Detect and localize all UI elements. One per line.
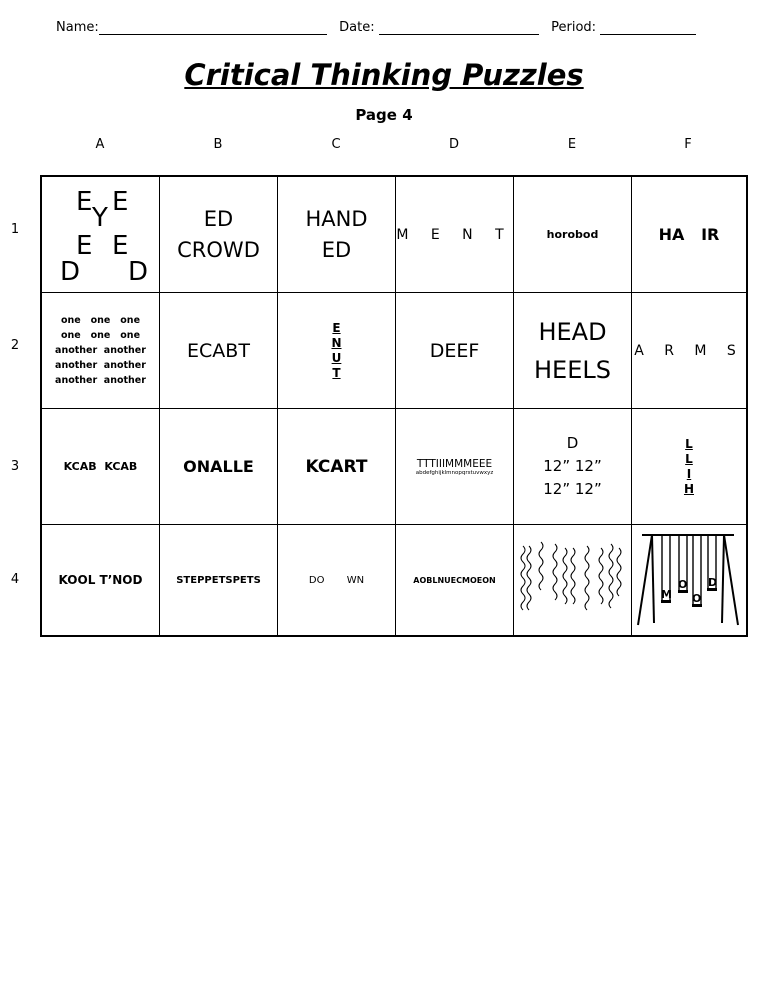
name-blank[interactable]: [99, 22, 327, 35]
page-title: Critical Thinking Puzzles: [184, 58, 584, 92]
puzzle-cell-c3: KCART: [278, 409, 396, 525]
puzzle-cell-a1: [42, 177, 160, 293]
row-label-1: 1: [10, 222, 20, 237]
puzzle-letter: I: [686, 466, 692, 481]
puzzle-text-line: HAND: [305, 206, 368, 231]
puzzle-cell-c1: [278, 177, 396, 293]
row-label-4: 4: [10, 572, 20, 587]
puzzle-cell-a2: [42, 293, 160, 409]
puzzle-text-line: D: [566, 434, 579, 452]
puzzle-cell-d3: [396, 409, 514, 525]
vertical-word: [684, 437, 694, 497]
puzzle-cell-c4: DO WN: [278, 525, 396, 635]
row-label-3: 3: [10, 459, 20, 474]
period-label: Period:: [551, 20, 597, 35]
puzzle-text-line: 12” 12”: [543, 480, 602, 498]
puzzle-letter: U: [331, 350, 342, 365]
column-label-b: B: [213, 137, 223, 152]
column-label-d: D: [448, 137, 459, 152]
puzzle-letter: L: [685, 451, 693, 466]
puzzle-text-line: ED: [321, 237, 352, 262]
date-label: Date:: [339, 20, 375, 35]
puzzle-cell-f2: A R M S: [632, 293, 746, 409]
puzzle-letter: N: [331, 335, 342, 350]
puzzle-cell-a3: KCAB KCAB: [42, 409, 160, 525]
wavy-lines-icon: [515, 540, 631, 620]
letter-e: E: [112, 187, 129, 217]
puzzle-cell-b4: STEPPETSPETS: [160, 525, 278, 635]
puzzle-cell-a4: KOOL T’NOD: [42, 525, 160, 635]
puzzle-cell-d2: DEEF: [396, 293, 514, 409]
puzzle-text-line: one one one: [60, 330, 141, 341]
swing-letter: O: [692, 592, 702, 605]
header-line: [56, 20, 696, 35]
letter-d: D: [128, 257, 149, 287]
swing-letter: O: [678, 578, 688, 591]
puzzle-cell-c2: [278, 293, 396, 409]
puzzle-cell-d1: M E N T: [396, 177, 514, 293]
letter-e: E: [76, 231, 93, 261]
puzzle-text-line: 12” 12”: [543, 457, 602, 475]
vertical-word: [331, 321, 341, 381]
puzzle-text-line: HEAD: [538, 317, 607, 346]
puzzle-cell-f4: [632, 525, 746, 635]
letter-d: D: [60, 257, 81, 287]
puzzle-letter: T: [332, 365, 341, 380]
puzzle-text-line: one one one: [60, 315, 141, 326]
puzzle-cell-f3: [632, 409, 746, 525]
row-label-2: 2: [10, 338, 20, 353]
letter-y: Y: [92, 203, 108, 233]
puzzle-text-line: HEELS: [534, 355, 611, 384]
puzzle-cell-b2: ECABT: [160, 293, 278, 409]
swing-set-icon: [632, 525, 744, 629]
puzzle-letter: E: [332, 320, 341, 335]
column-label-f: F: [684, 137, 692, 152]
column-label-c: C: [331, 137, 341, 152]
puzzle-letter: L: [685, 436, 693, 451]
puzzle-grid: [40, 175, 748, 637]
swing-letter: M: [661, 588, 672, 601]
letter-e: E: [76, 187, 93, 217]
swing-letter: D: [708, 576, 718, 589]
date-blank[interactable]: [379, 22, 539, 35]
puzzle-cell-b1: [160, 177, 278, 293]
puzzle-text-line: TTTIIIMMMEEE: [416, 457, 493, 470]
puzzle-cell-e4: [514, 525, 632, 635]
puzzle-cell-e1: horobod: [514, 177, 632, 293]
page-number: Page 4: [355, 106, 413, 124]
puzzle-text-line: another another: [55, 360, 146, 371]
puzzle-text-line: abdefghijklmnopqrstuvwxyz: [415, 469, 494, 476]
name-label: Name:: [56, 20, 99, 35]
puzzle-text-line: CROWD: [177, 237, 260, 262]
puzzle-cell-e2: [514, 293, 632, 409]
puzzle-cell-e3: [514, 409, 632, 525]
column-label-a: A: [95, 137, 105, 152]
puzzle-cell-f1: HA IR: [632, 177, 746, 293]
puzzle-text-line: another another: [55, 345, 146, 356]
letter-e: E: [112, 231, 129, 261]
puzzle-cell-d4: AOBLNUECMOEON: [396, 525, 514, 635]
period-blank[interactable]: [600, 22, 696, 35]
puzzle-text-line: another another: [55, 375, 146, 386]
puzzle-cell-b3: ONALLE: [160, 409, 278, 525]
column-label-e: E: [567, 137, 577, 152]
puzzle-letter: H: [683, 481, 695, 496]
puzzle-text-line: ED: [203, 206, 234, 231]
